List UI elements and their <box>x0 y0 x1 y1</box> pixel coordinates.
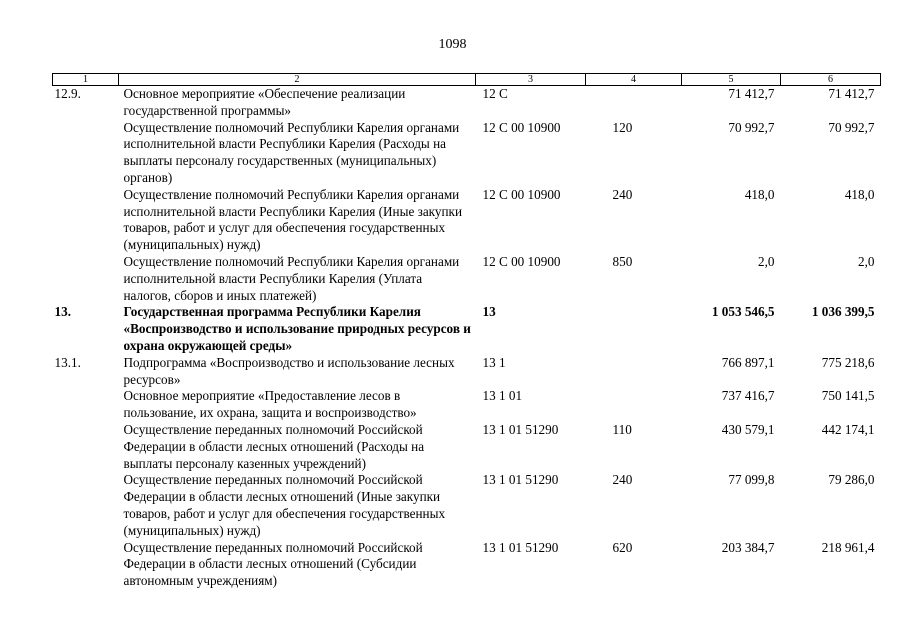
row-name: Осуществление переданных полномочий Российской Федерации в области лесных отношений (Расходы на выплаты персоналу казенных учреждений) <box>123 421 425 471</box>
row-amount-1: 203 384,7 <box>721 539 775 555</box>
page-number: 1098 <box>438 37 467 52</box>
row-amount-2: 70 992,7 <box>828 119 875 135</box>
row-amount-1: 77 099,8 <box>728 472 775 488</box>
row-name: Осуществление переданных полномочий Российской Федерации в области лесных отношений (Иные закупки товаров, работ и услуг для обеспечения государственных (муниципальных) нужд) <box>123 472 446 538</box>
row-amount-2: 79 286,0 <box>828 472 875 488</box>
table-row <box>53 304 881 354</box>
row-expense-type <box>586 355 682 389</box>
table-row <box>53 472 881 539</box>
row-amount-2: 218 961,4 <box>821 539 875 555</box>
row-code: 12 С 00 10900 <box>482 186 561 202</box>
row-code: 12 С <box>482 86 508 101</box>
row-number <box>53 472 119 539</box>
row-number: 13. <box>54 304 71 320</box>
column-header-3: 3 <box>476 74 586 86</box>
row-expense-type: 240 <box>612 186 633 202</box>
row-number <box>53 388 119 422</box>
table-row <box>53 355 881 389</box>
row-name: Осуществление переданных полномочий Российской Федерации в области лесных отношений (Субсидии автономным учреждениям) <box>123 539 423 589</box>
row-amount-2: 750 141,5 <box>821 388 875 404</box>
row-number <box>53 540 119 590</box>
row-name: Осуществление полномочий Республики Карелия органами исполнительной власти Республики Карелия (Расходы на выплаты персоналу государственных (муниципальных) органов) <box>123 119 460 185</box>
row-code: 13 1 01 <box>482 388 523 404</box>
column-header-5: 5 <box>682 74 781 86</box>
row-expense-type <box>586 388 682 422</box>
row-amount-1: 418,0 <box>744 186 775 202</box>
row-code: 12 С 00 10900 <box>482 253 561 269</box>
row-number: 13.1. <box>54 354 81 370</box>
budget-table <box>52 73 881 590</box>
row-number: 12.9. <box>54 86 81 101</box>
table-header <box>53 74 881 86</box>
row-amount-1: 2,0 <box>758 253 775 269</box>
row-amount-2: 2,0 <box>858 253 875 269</box>
row-amount-1: 71 412,7 <box>728 86 775 101</box>
table-row <box>53 388 881 422</box>
row-expense-type <box>586 304 682 354</box>
row-amount-2: 442 174,1 <box>821 421 875 437</box>
row-code: 13 1 01 51290 <box>482 421 559 437</box>
row-number <box>53 187 119 254</box>
table-row <box>53 540 881 590</box>
column-header-2: 2 <box>119 74 476 86</box>
table-row <box>53 120 881 187</box>
row-expense-type: 620 <box>612 539 633 555</box>
column-header-1: 1 <box>53 74 119 86</box>
row-name: Основное мероприятие «Предоставление лесов в пользование, их охрана, защита и воспроизводство» <box>123 388 417 421</box>
row-code: 13 <box>482 304 496 320</box>
row-amount-1: 1 053 546,5 <box>711 304 775 320</box>
row-code: 13 1 <box>482 354 506 370</box>
table-row <box>53 86 881 120</box>
row-amount-1: 737 416,7 <box>721 388 775 404</box>
row-code: 13 1 01 51290 <box>482 472 559 488</box>
table-row <box>53 187 881 254</box>
row-expense-type: 850 <box>612 253 633 269</box>
row-number <box>53 120 119 187</box>
table-row <box>53 254 881 304</box>
row-number <box>53 254 119 304</box>
row-code: 13 1 01 51290 <box>482 539 559 555</box>
row-expense-type: 240 <box>612 472 633 488</box>
row-amount-1: 766 897,1 <box>721 354 775 370</box>
table-row <box>53 422 881 472</box>
row-amount-2: 1 036 399,5 <box>811 304 875 320</box>
row-amount-1: 430 579,1 <box>721 421 775 437</box>
row-expense-type: 110 <box>612 421 632 437</box>
table-body <box>53 86 881 590</box>
row-code: 12 С 00 10900 <box>482 119 561 135</box>
row-amount-2: 775 218,6 <box>821 354 875 370</box>
row-amount-2: 418,0 <box>844 186 875 202</box>
row-expense-type: 120 <box>612 119 633 135</box>
row-expense-type <box>586 86 682 120</box>
row-number <box>53 422 119 472</box>
row-name: Государственная программа Республики Карелия «Воспроизводство и использование природных ресурсов и охрана окружающей среды» <box>123 304 471 353</box>
row-name: Осуществление полномочий Республики Карелия органами исполнительной власти Республики Карелия (Уплата налогов, сборов и иных платежей) <box>123 253 460 303</box>
row-amount-2: 71 412,7 <box>828 86 875 101</box>
row-amount-1: 70 992,7 <box>728 119 775 135</box>
row-name: Подпрограмма «Воспроизводство и использование лесных ресурсов» <box>123 354 455 387</box>
column-header-6: 6 <box>781 74 881 86</box>
column-header-4: 4 <box>586 74 682 86</box>
row-name: Осуществление полномочий Республики Карелия органами исполнительной власти Республики Карелия (Иные закупки товаров, работ и услуг для обеспечения государственных (муниципальных) нужд) <box>123 186 463 253</box>
row-name: Основное мероприятие «Обеспечение реализации государственной программы» <box>123 86 406 118</box>
